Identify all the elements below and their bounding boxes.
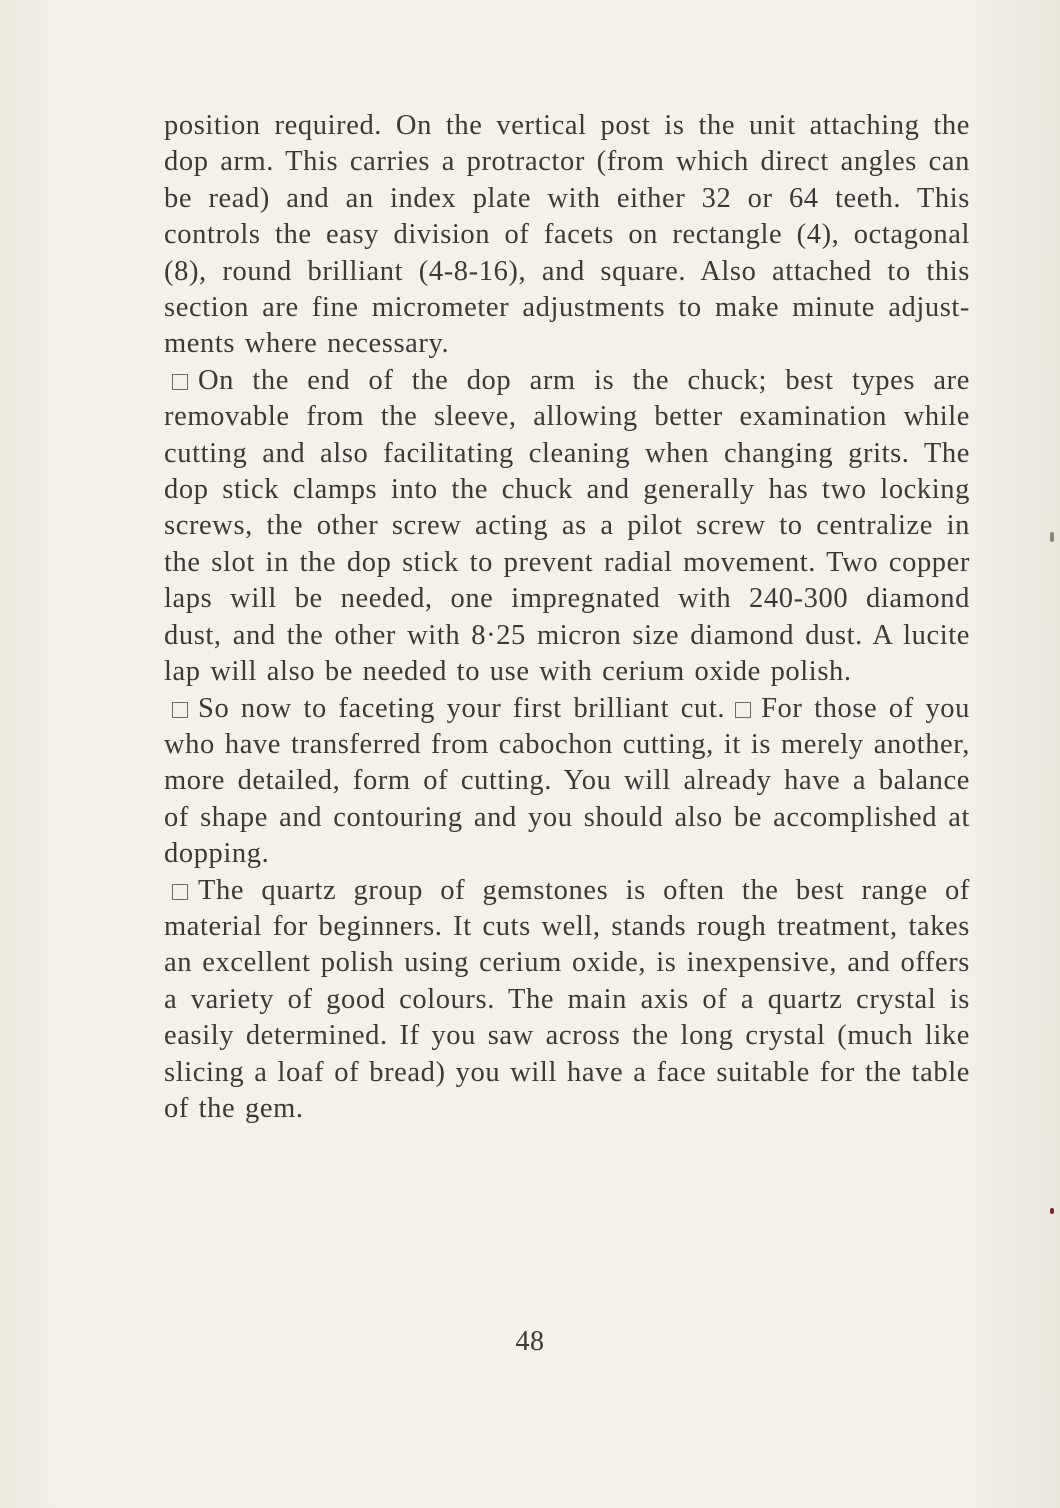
paragraph-chuck (164, 363, 970, 691)
paragraph-text: position required. On the vertical post is the unit attaching the dop arm. This carries a protractor (from which direct angles can be read) and an index plate with either 32 or 64 teeth. This controls the easy division of facets on rectangle (4), octagonal (8), round brilliant (4-8-16), and square. Also attached to this section are fine micrometer adjustments to make minute adjust-ments where necessary. (164, 110, 970, 360)
paragraph-text: So now to faceting your first brilliant cut. (198, 692, 726, 724)
page-edge-mark (1050, 532, 1054, 542)
paragraph-quartz-group (164, 873, 970, 1128)
page-number: 48 (515, 1326, 545, 1357)
paragraph-text: For those of you who have transferred from cabochon cutting, it is merely another, more detailed, form of cutting. You will already have a balance of shape and contouring and you should also be accomplished at dopping. (164, 692, 970, 870)
paragraph-dop-arm-unit (164, 108, 970, 363)
paragraph-marker-box-icon (735, 702, 751, 718)
body-text (164, 108, 970, 1127)
paragraph-text: On the end of the dop arm is the chuck; best types are removable from the sleeve, allowing better examination while cutting and also facilitating cleaning when changing grits. The dop stick clamps into the chuck and generally has two locking screws, the other screw acting as a pilot screw to centralize in the slot in the dop stick to prevent radial movement. Two copper laps will be needed, one impregnated with 240-300 diamond dust, and the other with 8·25 micron size diamond dust. A lucite lap will also be needed to use with cerium oxide polish. (164, 364, 970, 688)
paragraph-marker-box-icon (172, 884, 188, 900)
page-edge-mark (1050, 1208, 1054, 1214)
paragraph-text: The quartz group of gemstones is often the best range of material for beginners. It cuts well, stands rough treatment, takes an excellent polish using cerium oxide, is inexpensive, and offers a variety of good colours. The main axis of a quartz crystal is easily determined. If you saw across the long crystal (much like slicing a loaf of bread) you will have a face suitable for the table of the gem. (164, 874, 970, 1124)
paragraph-marker-box-icon (172, 374, 188, 390)
paragraph-first-brilliant-cut (164, 691, 970, 873)
paragraph-marker-box-icon (172, 702, 188, 718)
